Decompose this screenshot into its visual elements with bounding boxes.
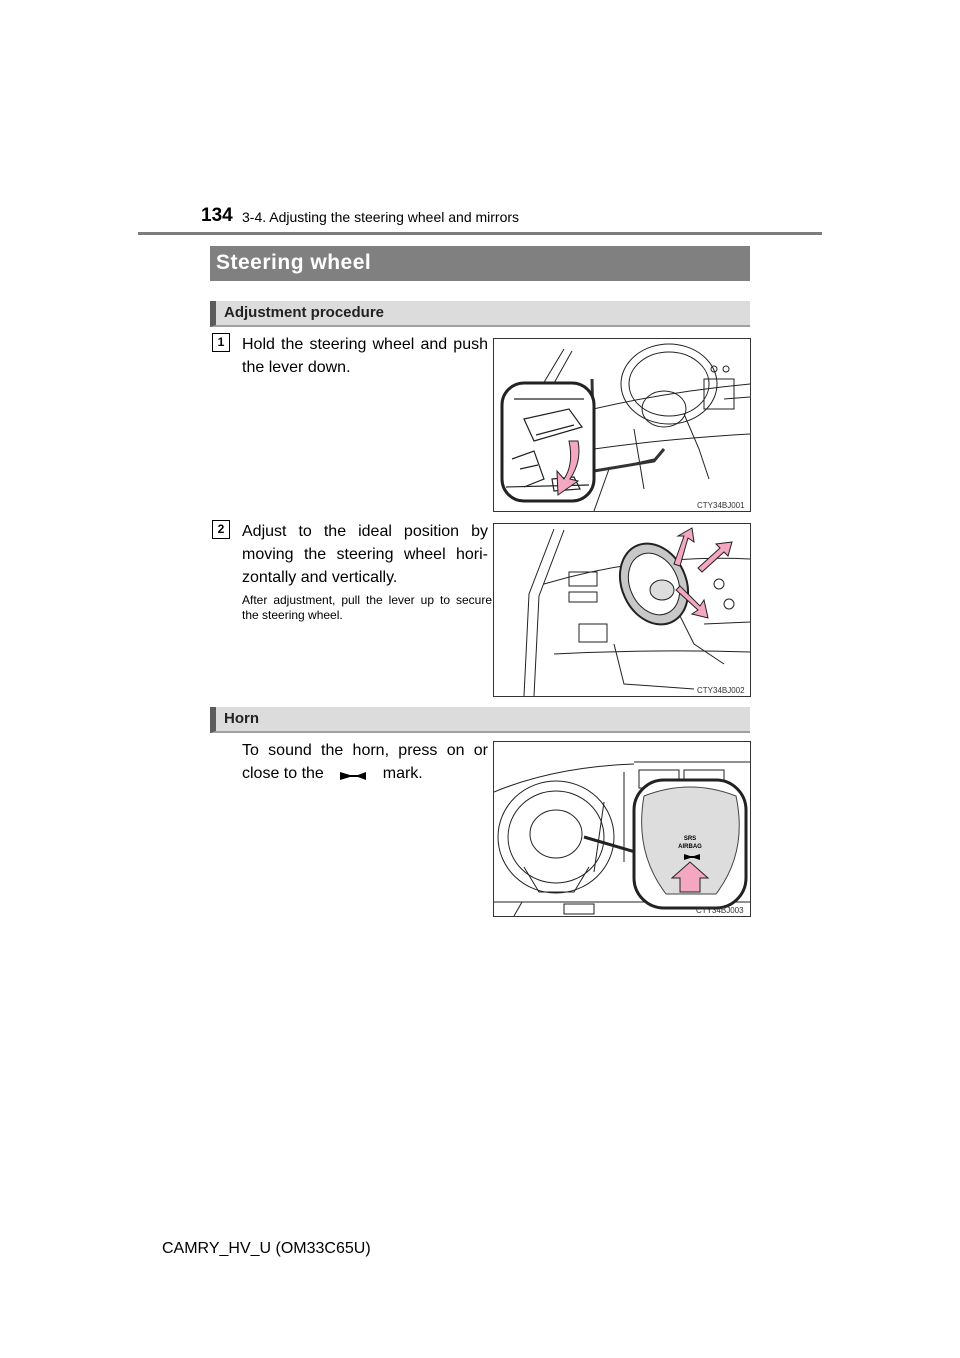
- step-2-note: After adjustment, pull the lever up to secure the steering wheel.: [242, 593, 492, 622]
- header-rule: [138, 232, 822, 235]
- horn-illustration: [494, 742, 750, 916]
- figure-steering-adjust: [493, 523, 751, 697]
- subsection-bar-horn: [210, 707, 750, 733]
- steering-adjust-illustration: [494, 524, 750, 696]
- figure-horn: [493, 741, 751, 917]
- running-head: 3-4. Adjusting the steering wheel and mirrors: [242, 209, 520, 225]
- page-number: 134: [201, 205, 233, 226]
- figure-code-1: CTY34BJ001: [697, 501, 745, 510]
- subsection-bar-adjustment: [210, 301, 750, 327]
- airbag-label-srs: SRS: [683, 836, 697, 842]
- horn-text: [242, 739, 488, 785]
- section-title: Steering wheel: [216, 251, 372, 274]
- subsection-title-adjustment: Adjustment procedure: [224, 304, 385, 321]
- airbag-label-airbag: AIRBAG: [678, 844, 702, 850]
- step-2-text: Adjust to the ideal position by moving the steering wheel hori-zontally and vertically.: [242, 523, 488, 586]
- figure-code-2: CTY34BJ002: [697, 686, 745, 695]
- horn-text-before: To sound the horn, press on or close to the: [242, 742, 488, 782]
- step-number-2: 2: [212, 520, 230, 539]
- horn-icon: [328, 767, 378, 781]
- section-title-bar: [210, 246, 750, 281]
- figure-code-3: CTY34BJ003: [696, 906, 744, 915]
- figure-steering-lever: [493, 338, 751, 512]
- subsection-title-horn: Horn: [224, 710, 259, 727]
- step-1-text: Hold the steering wheel and push the lever down.: [242, 336, 488, 376]
- horn-text-after: mark.: [382, 765, 423, 782]
- step-number-1: 1: [212, 333, 230, 352]
- footer-model-code: CAMRY_HV_U (OM33C65U): [162, 1240, 371, 1257]
- steering-lever-illustration: [494, 339, 750, 511]
